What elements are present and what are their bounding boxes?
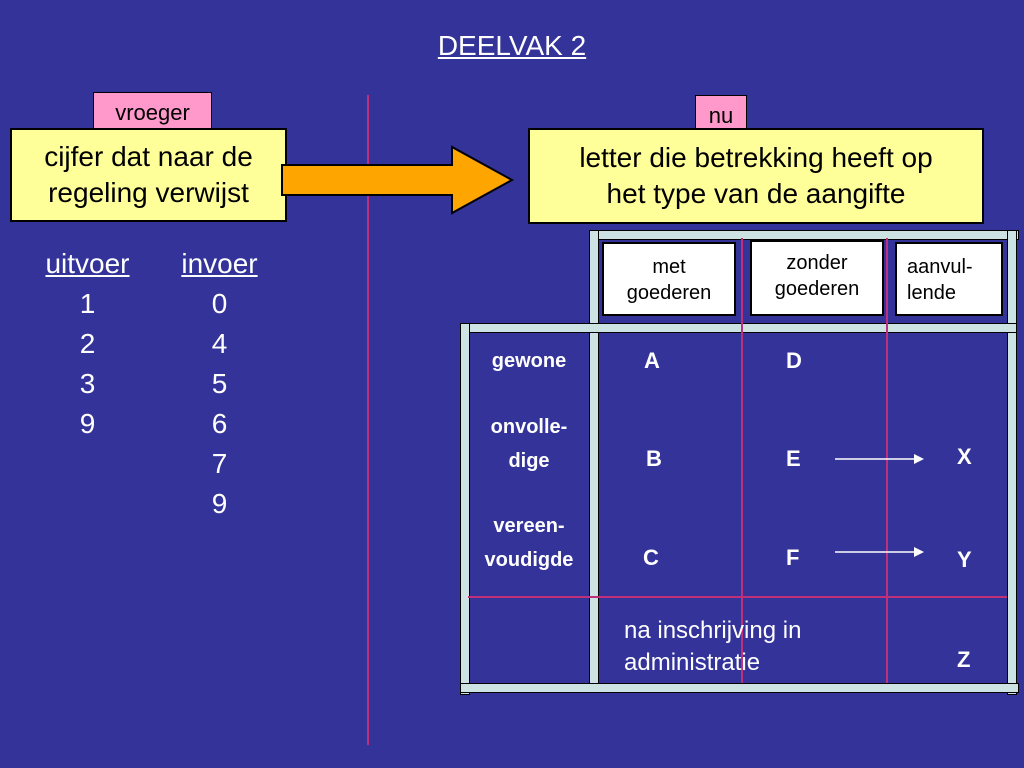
footer-note [624, 615, 801, 679]
col-header-line: lende [907, 282, 956, 304]
table-frame-top [589, 230, 1019, 240]
uitvoer-header: uitvoer [45, 248, 130, 279]
col-header-line: goederen [774, 278, 860, 300]
old-description-line2: regeling verwijst [48, 177, 249, 208]
row-label-line: onvolle- [490, 416, 568, 438]
footer-note-line: na inschrijving in [624, 617, 802, 644]
arrow-right-icon [280, 145, 515, 215]
old-description-line1: cijfer dat naar de [44, 141, 253, 172]
invoer-value: 6 [211, 408, 228, 439]
table-grid-line [468, 596, 1007, 598]
page-title: DEELVAK 2 [437, 30, 587, 61]
uitvoer-value: 2 [79, 328, 96, 359]
row-label-gewone [470, 344, 588, 378]
cell-code: Z [957, 647, 971, 672]
col-header-line: aanvul- [907, 256, 973, 278]
row-label-line: voudigde [484, 549, 574, 571]
invoer-value: 7 [211, 448, 228, 479]
cell-code: E [786, 446, 801, 471]
invoer-value: 4 [211, 328, 228, 359]
new-description-line2: het type van de aangifte [606, 178, 906, 209]
row-label-line: gewone [491, 350, 567, 372]
table-frame-header-divider [460, 323, 1017, 333]
col-header-met-goederen [602, 242, 736, 316]
row-label-line: vereen- [493, 515, 565, 537]
footer-note-line: administratie [624, 649, 761, 676]
table-frame-bottom [460, 683, 1019, 693]
uitvoer-value: 9 [79, 408, 96, 439]
cell-code: X [957, 444, 972, 469]
col-header-line: zonder [786, 252, 848, 274]
invoer-value: 5 [211, 368, 228, 399]
row-label-line: dige [508, 450, 550, 472]
old-description-box [10, 128, 287, 222]
col-header-line: goederen [626, 282, 712, 304]
cell-code: F [786, 545, 800, 570]
row-label-onvolledige [470, 410, 588, 478]
cell-code: B [646, 446, 662, 471]
new-description-line1: letter die betrekking heeft op [579, 142, 933, 173]
invoer-value: 9 [211, 488, 228, 519]
col-header-aanvullende [895, 242, 1003, 316]
col-header-zonder-goederen [750, 240, 884, 316]
cell-code: Y [957, 547, 972, 572]
table-frame-column-divider [589, 230, 599, 692]
uitvoer-value: 3 [79, 368, 96, 399]
arrow-right-icon [834, 452, 926, 466]
row-label-vereenvoudigde [466, 509, 592, 577]
uitvoer-value: 1 [79, 288, 96, 319]
cell-code: D [786, 348, 802, 373]
uitvoer-column [30, 244, 145, 444]
new-description-box [528, 128, 984, 224]
nu-label: nu [708, 103, 734, 128]
arrow-right-icon [834, 545, 926, 559]
invoer-header: invoer [181, 248, 258, 279]
invoer-column [162, 244, 277, 524]
cell-code: A [644, 348, 660, 373]
table-frame-right [1007, 230, 1017, 695]
col-header-line: met [652, 256, 686, 278]
cell-code: C [643, 545, 659, 570]
vroeger-label: vroeger [115, 100, 190, 125]
invoer-value: 0 [211, 288, 228, 319]
